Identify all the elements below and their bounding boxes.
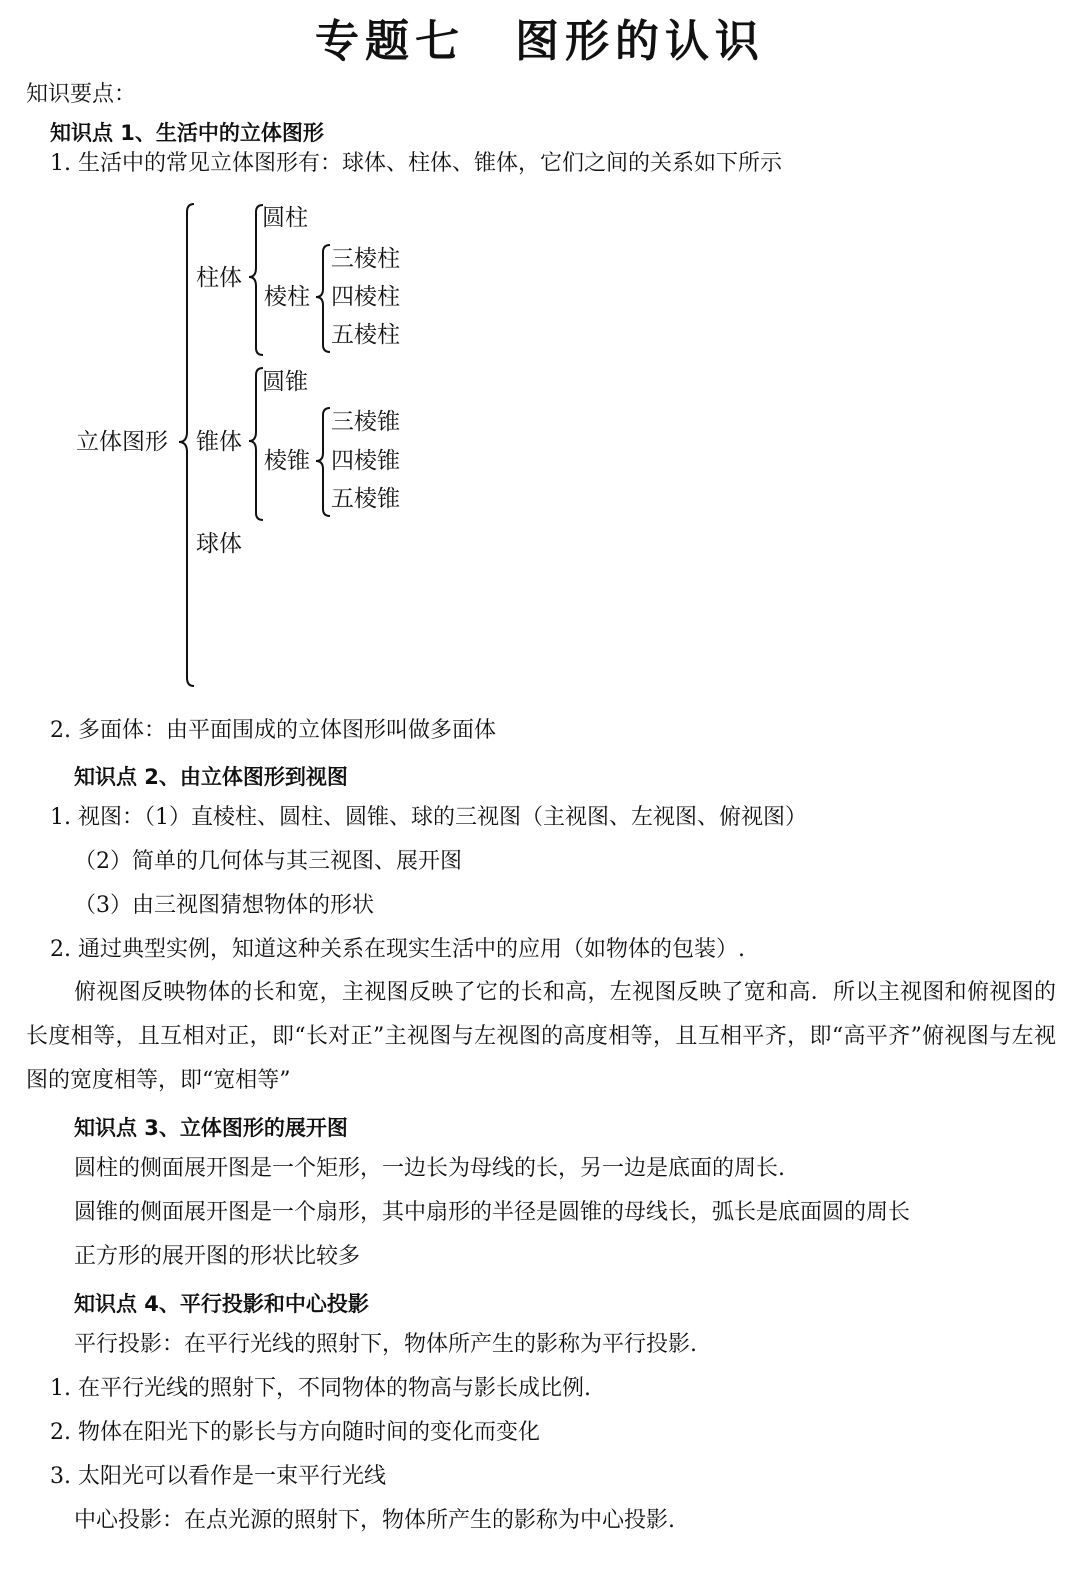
kp2-paragraph: 俯视图反映物体的长和宽，主视图反映了它的长和高，左视图反映了宽和高．所以主视图和俯视图的长度相等，且互相对正，即“长对正”主视图与左视图的高度相等，且互相平齐，即“高平齐”俯视图与左视图的宽度相等，即“宽相等”: [26, 980, 1056, 1093]
title-part1: 专题七: [315, 16, 465, 67]
kp2-line1: 1. 视图：（1）直棱柱、圆柱、圆锥、球的三视图（主视图、左视图、俯视图）: [50, 805, 807, 830]
kp4-line3: 2. 物体在阳光下的影长与方向随时间的变化而变化: [50, 1420, 540, 1445]
tree-qiuti: 球体: [196, 531, 242, 557]
tree-yuanzhui: 圆锥: [262, 369, 308, 395]
kp2-heading: 知识点 2、由立体图形到视图: [74, 765, 348, 789]
tree-yuanzhu: 圆柱: [262, 205, 308, 231]
brace-lengzhu: [316, 245, 330, 352]
brace-root: [179, 204, 194, 686]
kp3-line2: 圆锥的侧面展开图是一个扇形，其中扇形的半径是圆锥的母线长，弧长是底面圆的周长: [74, 1200, 911, 1225]
tree-zhuiti: 锥体: [196, 429, 242, 455]
tree-lengzhu-child: 四棱柱: [331, 284, 400, 310]
tree-lengzhui-child: 五棱锥: [331, 486, 400, 512]
kp4-line1: 平行投影：在平行光线的照射下，物体所产生的影称为平行投影.: [74, 1332, 697, 1357]
kp4-line4: 3. 太阳光可以看作是一束平行光线: [50, 1464, 386, 1489]
brace-zhuti: [249, 205, 263, 355]
kp2-line4: 2. 通过典型实例，知道这种关系在现实生活中的应用（如物体的包装）.: [50, 937, 745, 962]
kp2-line3: （3）由三视图猜想物体的形状: [74, 893, 374, 918]
tree-root: 立体图形: [76, 429, 168, 455]
tree-lengzhui-child: 四棱锥: [331, 448, 400, 474]
tree-lengzhu-child: 五棱柱: [331, 322, 400, 348]
kp1-item1: 1. 生活中的常见立体图形有：球体、柱体、锥体，它们之间的关系如下所示: [50, 151, 782, 176]
intro-label: 知识要点：: [26, 82, 137, 107]
brace-zhuiti: [249, 368, 263, 520]
tree-lengzhu-child: 三棱柱: [331, 246, 400, 272]
kp4-line2: 1. 在平行光线的照射下，不同物体的物高与影长成比例.: [50, 1376, 591, 1401]
kp2-line2: （2）简单的几何体与其三视图、展开图: [74, 849, 462, 874]
kp4-line5: 中心投影：在点光源的照射下，物体所产生的影称为中心投影.: [74, 1508, 675, 1533]
kp4-heading: 知识点 4、平行投影和中心投影: [74, 1292, 369, 1316]
brace-lengzhui: [316, 408, 330, 516]
tree-lengzhui-child: 三棱锥: [331, 409, 400, 435]
tree-lengzhui: 棱锥: [264, 448, 310, 474]
kp3-line3: 正方形的展开图的形状比较多: [74, 1244, 361, 1269]
kp3-heading: 知识点 3、立体图形的展开图: [74, 1116, 348, 1140]
title-part2: 图形的认识: [515, 16, 765, 67]
tree-lengzhu: 棱柱: [264, 284, 310, 310]
kp1-heading: 知识点 1、生活中的立体图形: [50, 121, 324, 145]
kp3-line1: 圆柱的侧面展开图是一个矩形，一边长为母线的长，另一边是底面的周长.: [74, 1156, 785, 1181]
kp1-item2: 2. 多面体：由平面围成的立体图形叫做多面体: [50, 718, 496, 743]
tree-zhuti: 柱体: [196, 265, 242, 291]
